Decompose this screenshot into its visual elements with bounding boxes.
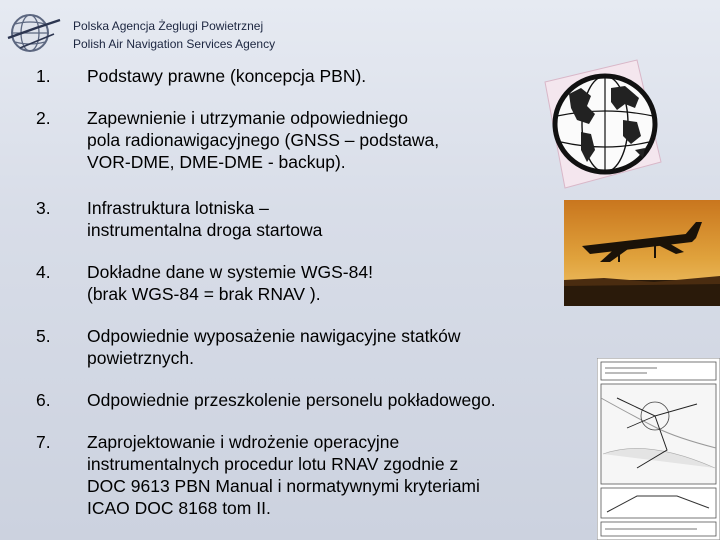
item-number: 3. [36,198,51,218]
item-line: DOC 9613 PBN Manual i normatywnymi kryteriami [87,476,480,496]
item-line: VOR-DME, DME-DME - backup). [87,152,346,172]
item-line: pola radionawigacyjnego (GNSS – podstawa, [87,130,440,150]
item-text [87,65,557,87]
item-number: 4. [36,262,51,282]
item-number: 2. [36,108,51,128]
item-text [87,261,557,305]
item-number: 5. [36,326,51,346]
item-line: Odpowiednie wyposażenie nawigacyjne statków [87,326,461,346]
world-globe-icon [541,58,663,190]
item-number: 7. [36,432,51,452]
item-line: powietrznych. [87,348,194,368]
item-line: instrumentalna droga startowa [87,220,323,240]
item-text [87,107,557,173]
item-text [87,389,557,411]
slide-header [0,0,720,62]
item-line: Zaprojektowanie i wdrożenie operacyjne [87,432,400,452]
organization-name-pl: Polska Agencja Żeglugi Powietrznej [73,19,264,33]
item-number: 1. [36,66,51,86]
item-text [87,325,557,369]
airplane-landing-photo [564,200,720,306]
item-line: Dokładne dane w systemie WGS-84! [87,262,373,282]
item-number: 6. [36,390,51,410]
item-line: Zapewnienie i utrzymanie odpowiedniego [87,108,409,128]
item-text [87,431,557,519]
item-text [87,197,557,241]
item-line: ICAO DOC 8168 tom II. [87,498,271,518]
item-line: Infrastruktura lotniska – [87,198,269,218]
organization-name-en: Polish Air Navigation Services Agency [73,37,276,51]
item-line: (brak WGS-84 = brak RNAV ). [87,284,321,304]
approach-chart-thumbnail [597,358,720,540]
globe-wings-logo-icon [6,8,62,58]
item-line: Odpowiednie przeszkolenie personelu pokładowego. [87,390,496,410]
item-line: Podstawy prawne (koncepcja PBN). [87,66,367,86]
item-line: instrumentalnych procedur lotu RNAV zgodnie z [87,454,459,474]
